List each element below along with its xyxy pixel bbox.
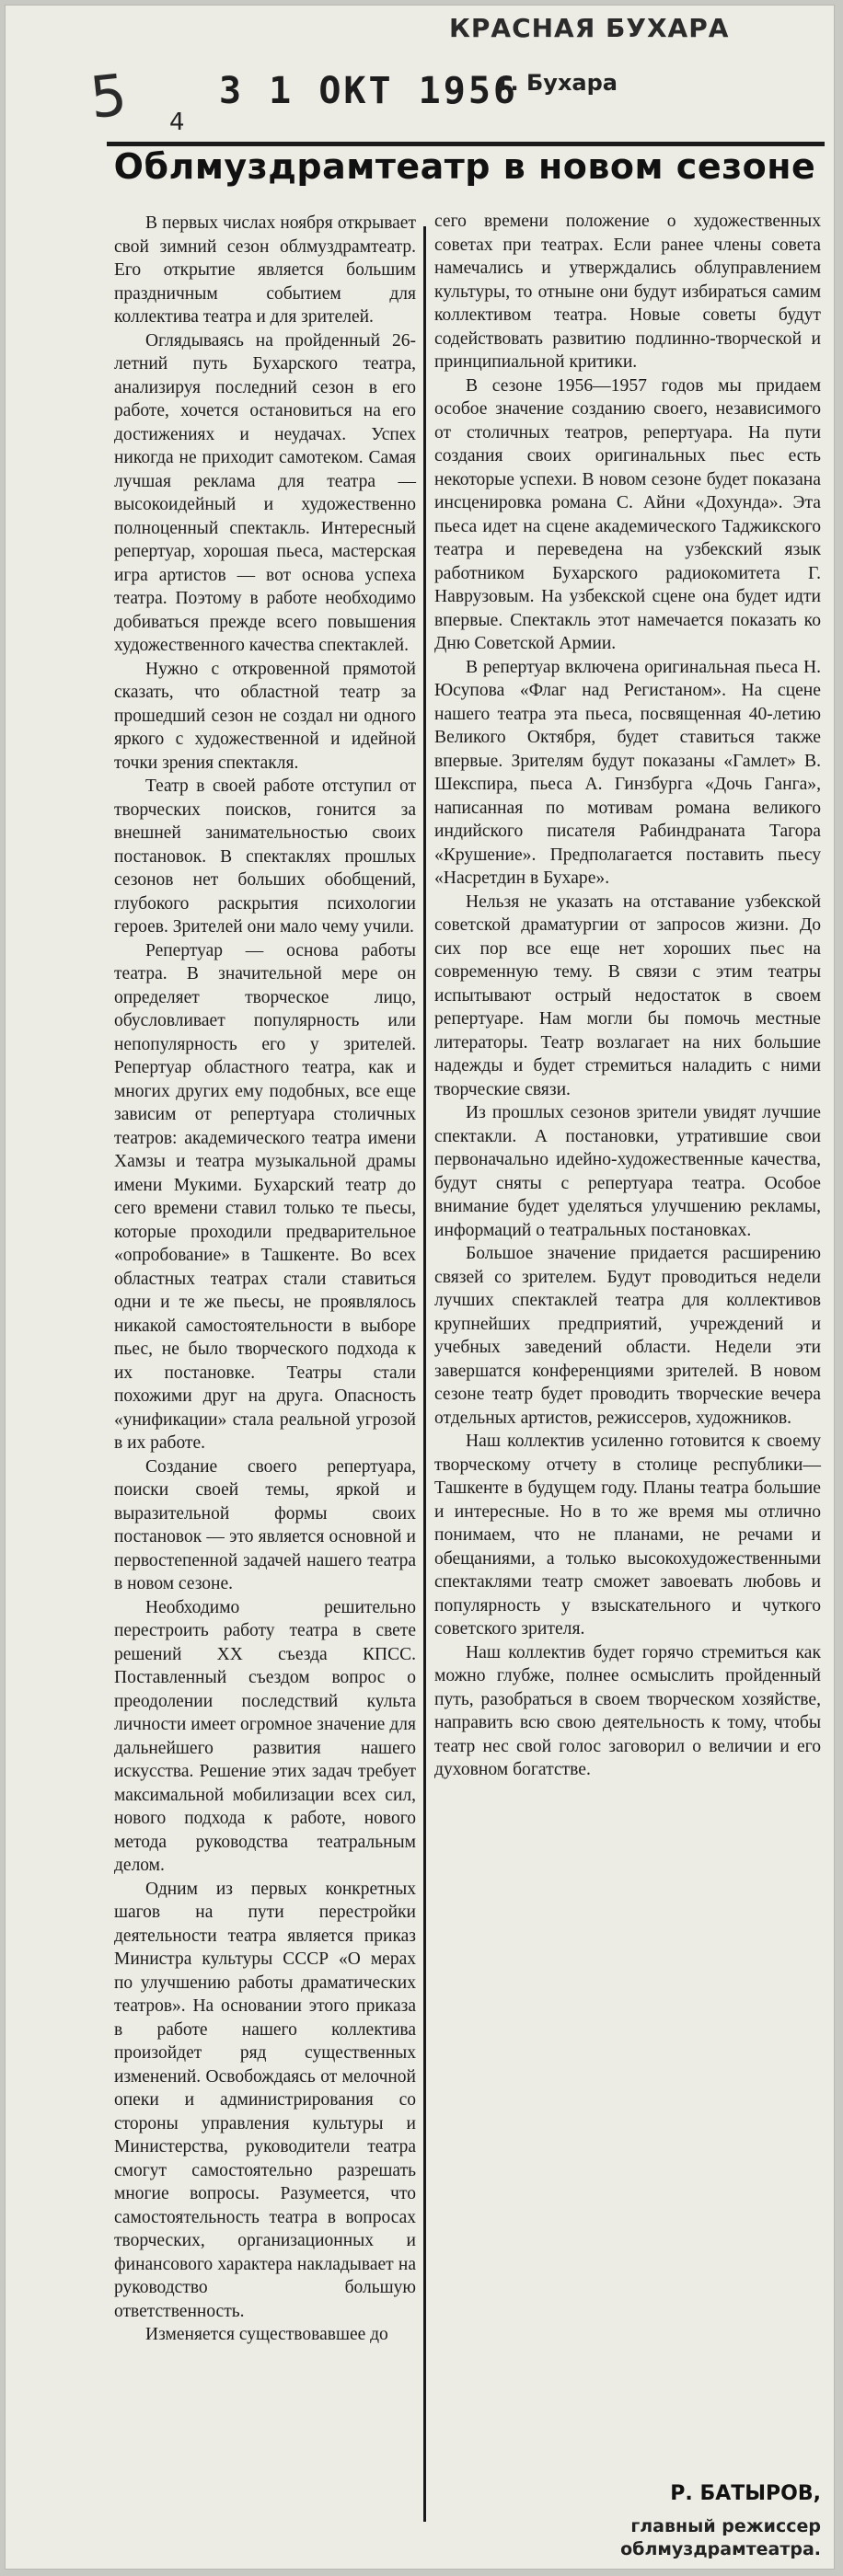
paragraph: Наш коллектив усиленно готовится к своему творческому отчету в столице республики—Ташкенте в будущем году. Планы театра большие и интересные. Но в то же время мы отлично понимаем, что не планами, не речами и обещаниями, а только высокохудожественными спектаклями театр сможет завоевать любовь и популярность у взыскательного и чуткого советского зрителя. — [434, 1432, 821, 1639]
page-number: 4 — [169, 109, 185, 136]
paragraph: Изменяется существовавшее до — [145, 2325, 388, 2344]
paragraph: Одним из первых конкретных шагов на пути перестройки деятельности театра является приказ Министра культуры СССР «О мерах по улучшению работы драматических театров». На основании этого приказа в работе нашего коллектива произойдет ряд существенных изменений. Освобождаясь от мелочной опеки и администрирования со стороны управления культуры и Министерства, руководители театра смогут самостоятельно разрешать многие вопросы. Разумеется, что самостоятельность театра в вопросах творческих, организационных и финансового характера накладывает на руководство большую ответственность. — [114, 1879, 416, 2321]
paragraph: Нужно с откровенной прямотой сказать, что областной театр за прошедший сезон не создал ни одного яркого с художественной и идейной точки зрения спектакля. — [114, 659, 416, 773]
paragraph: Наш коллектив будет горячо стремиться как можно глубже, полнее осмыслить пройденный путь, разобраться в своем творческом хозяйстве, направить всю свою деятельность к тому, чтобы театр нес свой голос заговорил о величии и его духовном богатстве. — [434, 1642, 821, 1779]
city-stamp: г. Бухара — [499, 70, 618, 96]
handwritten-number: 5 — [87, 61, 131, 132]
paragraph: В репертуар включена оригинальная пьеса Н. Юсупова «Флаг над Регистаном». На сцене нашего театра эта пьеса, посвященная 40-летию Великого Октября, будет ставиться также впервые. Зрителям будут показаны «Гамлет» В. Шекспира, пьеса А. Гинзбурга «Дочь Ганга», написанная по мотивам романа великого индийского писателя Рабиндраната Тагора «Крушение». Предполагается поставить пьесу «Насретдин в Бухаре». — [434, 657, 821, 888]
article-left-column — [114, 212, 416, 2347]
clipping-header — [6, 6, 834, 144]
paragraph: Нельзя не указать на отставание узбекской советской драматургии от запросов жизни. До сих пор все еще нет хороших пьес на современную тему. В связи с этим театры испытывают острый недостаток в своем репертуаре. Нам могли бы помочь местные литераторы. Театр возлагает на них большие надежды и будет стремиться наладить с ними творческие связи. — [434, 891, 821, 1099]
paragraph: Театр в своей работе отступил от творческих поисков, гонится за внешней занимательностью своих постановок. В спектаклях прошлых сезонов нет больших обобщений, глубокого раскрытия психологии героев. Зрителей они мало чему учили. — [114, 776, 416, 937]
paragraph: Репертуар — основа работы театра. В значительной мере он определяет творческое лицо, обусловливает популярность или непопулярность его у зрителей. Репертуар областного театра, как и многих других ему подобных, все еще зависим от репертуара столичных театров: академического театра имени Хамзы и театра музыкальной драмы имени Мукими. Бухарский театр до сего времени ставил только те пьесы, которые проходили предварительное «опробование» в Ташкенте. Во всех областных театрах стали ставиться одни и те же пьесы, не проявлялось никакой самостоятельности в выборе пьес, не было творческого подхода к их постановке. Театры стали похожими друг на друга. Опасность «унификации» стала реальной угрозой в их работе. — [114, 940, 416, 1453]
article-right-column — [434, 210, 821, 1782]
paragraph: Необходимо решительно перестроить работу театра в свете решений XX съезда КПСС. Поставленный съездом вопрос о преодолении последствий культа личности имеет огромное значение для дальнейшего развития нашего искусства. Решение этих задач требует максимальной мобилизации всех сил, нового подхода к работе, нового метода руководства театральным делом. — [114, 1597, 416, 1875]
paragraph: Из прошлых сезонов зрители увидят лучшие спектакли. А постановки, утратившие свои первоначально идейно-художественные качества, будут сняты с репертуара театра. Особое внимание будет уделяться улучшению рекламы, информаций о театральных постановках. — [434, 1103, 821, 1240]
author-title: главный режиссер облмуздрамтеатра. — [620, 2516, 821, 2559]
paragraph: В первых числах ноября открывает свой зимний сезон облмуздрамтеатр. Его открытие является большим праздничным событием для коллектива театра и для зрителей. — [114, 213, 416, 327]
author-name: Р. БАТЫРОВ, — [670, 2482, 821, 2505]
newspaper-clipping — [6, 6, 834, 2569]
paragraph: Создание своего репертуара, поиски своей темы, яркой и выразительной формы своих постановок — это является основной и первостепенной задачей нашего театра в новом сезоне. — [114, 1456, 416, 1593]
paragraph: Оглядываясь на пройденный 26-летний путь Бухарского театра, анализируя последний сезон в его работе, хочется остановиться на его достижениях и неудачах. Успех никогда не приходит самотеком. Самая лучшая реклама для театра — высокоидейный и художественно полноценный спектакль. Интересный репертуар, хорошая пьеса, мастерская игра артистов — вот основа успеха театра. Поэтому в работе необходимо добиваться прежде всего повышения художественного качества спектаклей. — [114, 330, 416, 655]
paragraph: сего времени положение о художественных советах при театрах. Если ранее члены совета намечались и утверждались облуправлением культуры, то отныне они будут избираться самим коллективом театра. Новые советы будут содействовать развитию подлинно-творческой и принципиальной критики. — [434, 212, 821, 372]
newspaper-name-stamp: КРАСНАЯ БУХАРА — [449, 13, 730, 43]
column-divider — [423, 226, 426, 2522]
paragraph: Большое значение придается расширению связей со зрителем. Будут проводиться недели лучших спектаклей театра для коллективов крупнейших предприятий, учреждений и учебных заведений области. Недели эти завершатся конференциями зрителей. В новом сезоне театр будет проводить творческие вечера отдельных артистов, режиссеров, художников. — [434, 1244, 821, 1428]
date-stamp: 3 1 ОКТ 1956 — [219, 70, 518, 112]
paragraph: В сезоне 1956—1957 годов мы придаем особое значение созданию своего, независимого от столичных театров, репертуара. На пути создания своих оригинальных пьес есть некоторые успехи. В новом сезоне будет показана инсценировка романа С. Айни «Дохунда». Эта пьеса идет на сцене академического Таджикского театра и переведена на узбекский язык работником Бухарского радиокомитета Г. Наврузовым. На узбекской сцене она будет идти впервые. Спектакль этот намечается показать ко Дню Советской Армии. — [434, 375, 821, 653]
article-headline: Облмуздрамтеатр в новом сезоне — [113, 146, 816, 187]
